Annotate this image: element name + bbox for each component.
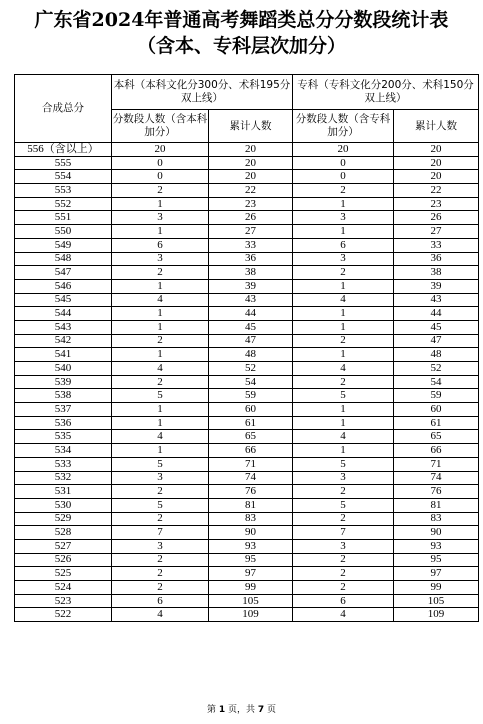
cell-score: 541 xyxy=(15,348,112,362)
cell-benke-cumulative: 38 xyxy=(209,266,293,280)
table-row xyxy=(15,170,479,184)
cell-benke-count: 4 xyxy=(112,362,209,376)
cell-benke-count: 1 xyxy=(112,348,209,362)
table-row xyxy=(15,307,479,321)
table-row xyxy=(15,375,479,389)
cell-benke-count: 4 xyxy=(112,293,209,307)
table-row xyxy=(15,553,479,567)
table-row xyxy=(15,457,479,471)
cell-zhuanke-cumulative: 83 xyxy=(394,512,479,526)
cell-benke-count: 7 xyxy=(112,526,209,540)
cell-zhuanke-count: 6 xyxy=(293,238,394,252)
cell-benke-cumulative: 20 xyxy=(209,156,293,170)
cell-zhuanke-count: 3 xyxy=(293,471,394,485)
cell-zhuanke-count: 5 xyxy=(293,498,394,512)
cell-benke-count: 5 xyxy=(112,389,209,403)
cell-benke-count: 5 xyxy=(112,457,209,471)
cell-score: 545 xyxy=(15,293,112,307)
table-row xyxy=(15,581,479,595)
cell-zhuanke-count: 5 xyxy=(293,457,394,471)
cell-benke-cumulative: 61 xyxy=(209,416,293,430)
cell-benke-count: 1 xyxy=(112,225,209,239)
cell-benke-cumulative: 66 xyxy=(209,444,293,458)
cell-score: 529 xyxy=(15,512,112,526)
cell-benke-cumulative: 65 xyxy=(209,430,293,444)
cell-zhuanke-cumulative: 48 xyxy=(394,348,479,362)
cell-score: 522 xyxy=(15,608,112,622)
cell-benke-count: 4 xyxy=(112,608,209,622)
cell-benke-count: 20 xyxy=(112,143,209,157)
cell-zhuanke-cumulative: 95 xyxy=(394,553,479,567)
cell-benke-count: 2 xyxy=(112,334,209,348)
cell-benke-count: 6 xyxy=(112,238,209,252)
cell-zhuanke-count: 1 xyxy=(293,444,394,458)
cell-zhuanke-count: 2 xyxy=(293,266,394,280)
table-row xyxy=(15,211,479,225)
table-row xyxy=(15,567,479,581)
cell-benke-count: 2 xyxy=(112,266,209,280)
cell-benke-cumulative: 93 xyxy=(209,539,293,553)
cell-score: 523 xyxy=(15,594,112,608)
cell-zhuanke-count: 5 xyxy=(293,389,394,403)
cell-zhuanke-cumulative: 27 xyxy=(394,225,479,239)
footer-total-pages: 7 xyxy=(257,705,265,715)
cell-score: 556（含以上） xyxy=(15,143,112,157)
table-body xyxy=(15,143,479,622)
cell-score: 538 xyxy=(15,389,112,403)
cell-score: 534 xyxy=(15,444,112,458)
cell-zhuanke-count: 0 xyxy=(293,170,394,184)
cell-benke-cumulative: 33 xyxy=(209,238,293,252)
table-row xyxy=(15,266,479,280)
cell-zhuanke-cumulative: 60 xyxy=(394,403,479,417)
cell-benke-cumulative: 109 xyxy=(209,608,293,622)
cell-zhuanke-count: 1 xyxy=(293,225,394,239)
cell-zhuanke-cumulative: 99 xyxy=(394,581,479,595)
footer-page-number: 1 xyxy=(218,705,226,715)
cell-benke-cumulative: 23 xyxy=(209,197,293,211)
cell-benke-cumulative: 95 xyxy=(209,553,293,567)
cell-zhuanke-count: 4 xyxy=(293,362,394,376)
table-row xyxy=(15,526,479,540)
cell-zhuanke-count: 2 xyxy=(293,567,394,581)
cell-benke-cumulative: 20 xyxy=(209,143,293,157)
cell-benke-count: 1 xyxy=(112,307,209,321)
cell-zhuanke-count: 1 xyxy=(293,416,394,430)
cell-zhuanke-count: 2 xyxy=(293,485,394,499)
cell-zhuanke-count: 3 xyxy=(293,252,394,266)
table-row xyxy=(15,498,479,512)
cell-score: 531 xyxy=(15,485,112,499)
cell-benke-count: 3 xyxy=(112,211,209,225)
cell-zhuanke-cumulative: 44 xyxy=(394,307,479,321)
cell-score: 549 xyxy=(15,238,112,252)
cell-zhuanke-cumulative: 105 xyxy=(394,594,479,608)
cell-benke-count: 3 xyxy=(112,539,209,553)
cell-zhuanke-cumulative: 39 xyxy=(394,279,479,293)
cell-benke-count: 2 xyxy=(112,375,209,389)
cell-benke-cumulative: 59 xyxy=(209,389,293,403)
page-title: 广东省2024年普通高考舞蹈类总分分数段统计表 xyxy=(34,9,449,31)
cell-benke-cumulative: 45 xyxy=(209,320,293,334)
cell-benke-count: 1 xyxy=(112,416,209,430)
cell-benke-cumulative: 44 xyxy=(209,307,293,321)
cell-score: 544 xyxy=(15,307,112,321)
cell-zhuanke-cumulative: 43 xyxy=(394,293,479,307)
cell-zhuanke-cumulative: 33 xyxy=(394,238,479,252)
table-row xyxy=(15,512,479,526)
cell-score: 546 xyxy=(15,279,112,293)
cell-zhuanke-cumulative: 71 xyxy=(394,457,479,471)
cell-benke-cumulative: 99 xyxy=(209,581,293,595)
column-group-zhuanke: 专科（专科文化分200分、术科150分双上线） xyxy=(293,75,479,110)
cell-zhuanke-cumulative: 97 xyxy=(394,567,479,581)
cell-zhuanke-count: 6 xyxy=(293,594,394,608)
column-header-score: 合成总分 xyxy=(15,75,112,143)
cell-zhuanke-count: 2 xyxy=(293,375,394,389)
cell-benke-count: 0 xyxy=(112,170,209,184)
cell-zhuanke-count: 2 xyxy=(293,334,394,348)
table-row xyxy=(15,416,479,430)
cell-zhuanke-cumulative: 26 xyxy=(394,211,479,225)
cell-zhuanke-count: 1 xyxy=(293,307,394,321)
cell-zhuanke-cumulative: 38 xyxy=(394,266,479,280)
table-row xyxy=(15,156,479,170)
cell-score: 552 xyxy=(15,197,112,211)
cell-zhuanke-cumulative: 90 xyxy=(394,526,479,540)
cell-zhuanke-cumulative: 59 xyxy=(394,389,479,403)
cell-score: 547 xyxy=(15,266,112,280)
cell-benke-cumulative: 43 xyxy=(209,293,293,307)
cell-score: 551 xyxy=(15,211,112,225)
cell-score: 542 xyxy=(15,334,112,348)
column-header-zhuanke-count: 分数段人数（含专科加分） xyxy=(293,110,394,143)
cell-zhuanke-count: 1 xyxy=(293,348,394,362)
cell-zhuanke-count: 2 xyxy=(293,512,394,526)
cell-benke-cumulative: 22 xyxy=(209,184,293,198)
cell-benke-cumulative: 60 xyxy=(209,403,293,417)
table-row xyxy=(15,403,479,417)
cell-score: 530 xyxy=(15,498,112,512)
cell-benke-count: 2 xyxy=(112,567,209,581)
cell-score: 537 xyxy=(15,403,112,417)
cell-benke-count: 2 xyxy=(112,512,209,526)
table-row xyxy=(15,279,479,293)
table-row xyxy=(15,594,479,608)
cell-benke-cumulative: 20 xyxy=(209,170,293,184)
cell-zhuanke-cumulative: 45 xyxy=(394,320,479,334)
cell-benke-cumulative: 54 xyxy=(209,375,293,389)
cell-benke-cumulative: 81 xyxy=(209,498,293,512)
table-row xyxy=(15,539,479,553)
page-footer xyxy=(0,704,483,716)
cell-benke-count: 6 xyxy=(112,594,209,608)
table-row xyxy=(15,430,479,444)
cell-score: 536 xyxy=(15,416,112,430)
table-row xyxy=(15,485,479,499)
cell-zhuanke-cumulative: 81 xyxy=(394,498,479,512)
table-row xyxy=(15,389,479,403)
table-row xyxy=(15,293,479,307)
table-row xyxy=(15,143,479,157)
cell-zhuanke-count: 4 xyxy=(293,608,394,622)
column-header-benke-count: 分数段人数（含本科加分） xyxy=(112,110,209,143)
cell-score: 553 xyxy=(15,184,112,198)
cell-benke-count: 2 xyxy=(112,553,209,567)
cell-score: 525 xyxy=(15,567,112,581)
cell-zhuanke-count: 0 xyxy=(293,156,394,170)
footer-suffix: 页 xyxy=(267,705,277,715)
table-row xyxy=(15,444,479,458)
cell-zhuanke-cumulative: 22 xyxy=(394,184,479,198)
cell-score: 540 xyxy=(15,362,112,376)
table-row xyxy=(15,238,479,252)
cell-score: 539 xyxy=(15,375,112,389)
cell-benke-cumulative: 83 xyxy=(209,512,293,526)
table-row xyxy=(15,362,479,376)
cell-score: 533 xyxy=(15,457,112,471)
cell-zhuanke-cumulative: 54 xyxy=(394,375,479,389)
cell-benke-cumulative: 48 xyxy=(209,348,293,362)
cell-benke-count: 4 xyxy=(112,430,209,444)
cell-benke-cumulative: 97 xyxy=(209,567,293,581)
cell-zhuanke-count: 1 xyxy=(293,320,394,334)
cell-benke-count: 3 xyxy=(112,252,209,266)
cell-benke-cumulative: 47 xyxy=(209,334,293,348)
cell-score: 526 xyxy=(15,553,112,567)
cell-benke-cumulative: 105 xyxy=(209,594,293,608)
cell-benke-cumulative: 76 xyxy=(209,485,293,499)
cell-zhuanke-cumulative: 66 xyxy=(394,444,479,458)
cell-benke-count: 3 xyxy=(112,471,209,485)
page-subtitle: （含本、专科层次加分） xyxy=(136,35,346,57)
cell-score: 532 xyxy=(15,471,112,485)
cell-score: 535 xyxy=(15,430,112,444)
cell-benke-cumulative: 71 xyxy=(209,457,293,471)
column-header-zhuanke-cumulative: 累计人数 xyxy=(394,110,479,143)
table-row xyxy=(15,197,479,211)
cell-benke-count: 0 xyxy=(112,156,209,170)
cell-benke-cumulative: 52 xyxy=(209,362,293,376)
cell-zhuanke-count: 1 xyxy=(293,279,394,293)
cell-zhuanke-count: 4 xyxy=(293,430,394,444)
table-header-row-groups xyxy=(15,75,479,110)
cell-zhuanke-count: 7 xyxy=(293,526,394,540)
footer-middle: 页，共 xyxy=(227,705,255,715)
cell-zhuanke-count: 2 xyxy=(293,184,394,198)
cell-zhuanke-count: 1 xyxy=(293,403,394,417)
cell-zhuanke-cumulative: 20 xyxy=(394,143,479,157)
cell-score: 528 xyxy=(15,526,112,540)
column-group-benke: 本科（本科文化分300分、术科195分双上线） xyxy=(112,75,293,110)
table-row xyxy=(15,225,479,239)
cell-score: 550 xyxy=(15,225,112,239)
table-row xyxy=(15,320,479,334)
cell-zhuanke-cumulative: 109 xyxy=(394,608,479,622)
table-row xyxy=(15,334,479,348)
cell-zhuanke-cumulative: 23 xyxy=(394,197,479,211)
cell-zhuanke-cumulative: 93 xyxy=(394,539,479,553)
cell-zhuanke-cumulative: 36 xyxy=(394,252,479,266)
cell-zhuanke-count: 3 xyxy=(293,539,394,553)
cell-zhuanke-count: 20 xyxy=(293,143,394,157)
cell-benke-count: 1 xyxy=(112,279,209,293)
table-row xyxy=(15,252,479,266)
score-distribution-table xyxy=(14,74,479,622)
cell-zhuanke-cumulative: 76 xyxy=(394,485,479,499)
cell-benke-cumulative: 90 xyxy=(209,526,293,540)
cell-zhuanke-cumulative: 20 xyxy=(394,170,479,184)
cell-benke-cumulative: 26 xyxy=(209,211,293,225)
cell-benke-count: 1 xyxy=(112,403,209,417)
table-row xyxy=(15,608,479,622)
cell-score: 554 xyxy=(15,170,112,184)
cell-benke-count: 2 xyxy=(112,485,209,499)
cell-benke-count: 1 xyxy=(112,320,209,334)
cell-score: 548 xyxy=(15,252,112,266)
table-row xyxy=(15,184,479,198)
cell-benke-count: 2 xyxy=(112,581,209,595)
cell-zhuanke-count: 3 xyxy=(293,211,394,225)
cell-zhuanke-cumulative: 61 xyxy=(394,416,479,430)
cell-zhuanke-cumulative: 52 xyxy=(394,362,479,376)
cell-zhuanke-count: 4 xyxy=(293,293,394,307)
cell-benke-count: 5 xyxy=(112,498,209,512)
cell-benke-cumulative: 36 xyxy=(209,252,293,266)
cell-zhuanke-count: 2 xyxy=(293,581,394,595)
cell-zhuanke-count: 1 xyxy=(293,197,394,211)
cell-score: 527 xyxy=(15,539,112,553)
cell-zhuanke-cumulative: 65 xyxy=(394,430,479,444)
cell-zhuanke-count: 2 xyxy=(293,553,394,567)
cell-zhuanke-cumulative: 47 xyxy=(394,334,479,348)
cell-benke-cumulative: 27 xyxy=(209,225,293,239)
cell-benke-count: 1 xyxy=(112,197,209,211)
table-row xyxy=(15,348,479,362)
cell-score: 543 xyxy=(15,320,112,334)
footer-prefix: 第 xyxy=(206,705,216,715)
cell-score: 524 xyxy=(15,581,112,595)
cell-benke-cumulative: 74 xyxy=(209,471,293,485)
cell-benke-count: 1 xyxy=(112,444,209,458)
cell-zhuanke-cumulative: 20 xyxy=(394,156,479,170)
column-header-benke-cumulative: 累计人数 xyxy=(209,110,293,143)
cell-score: 555 xyxy=(15,156,112,170)
table-row xyxy=(15,471,479,485)
cell-zhuanke-cumulative: 74 xyxy=(394,471,479,485)
cell-benke-count: 2 xyxy=(112,184,209,198)
cell-benke-cumulative: 39 xyxy=(209,279,293,293)
